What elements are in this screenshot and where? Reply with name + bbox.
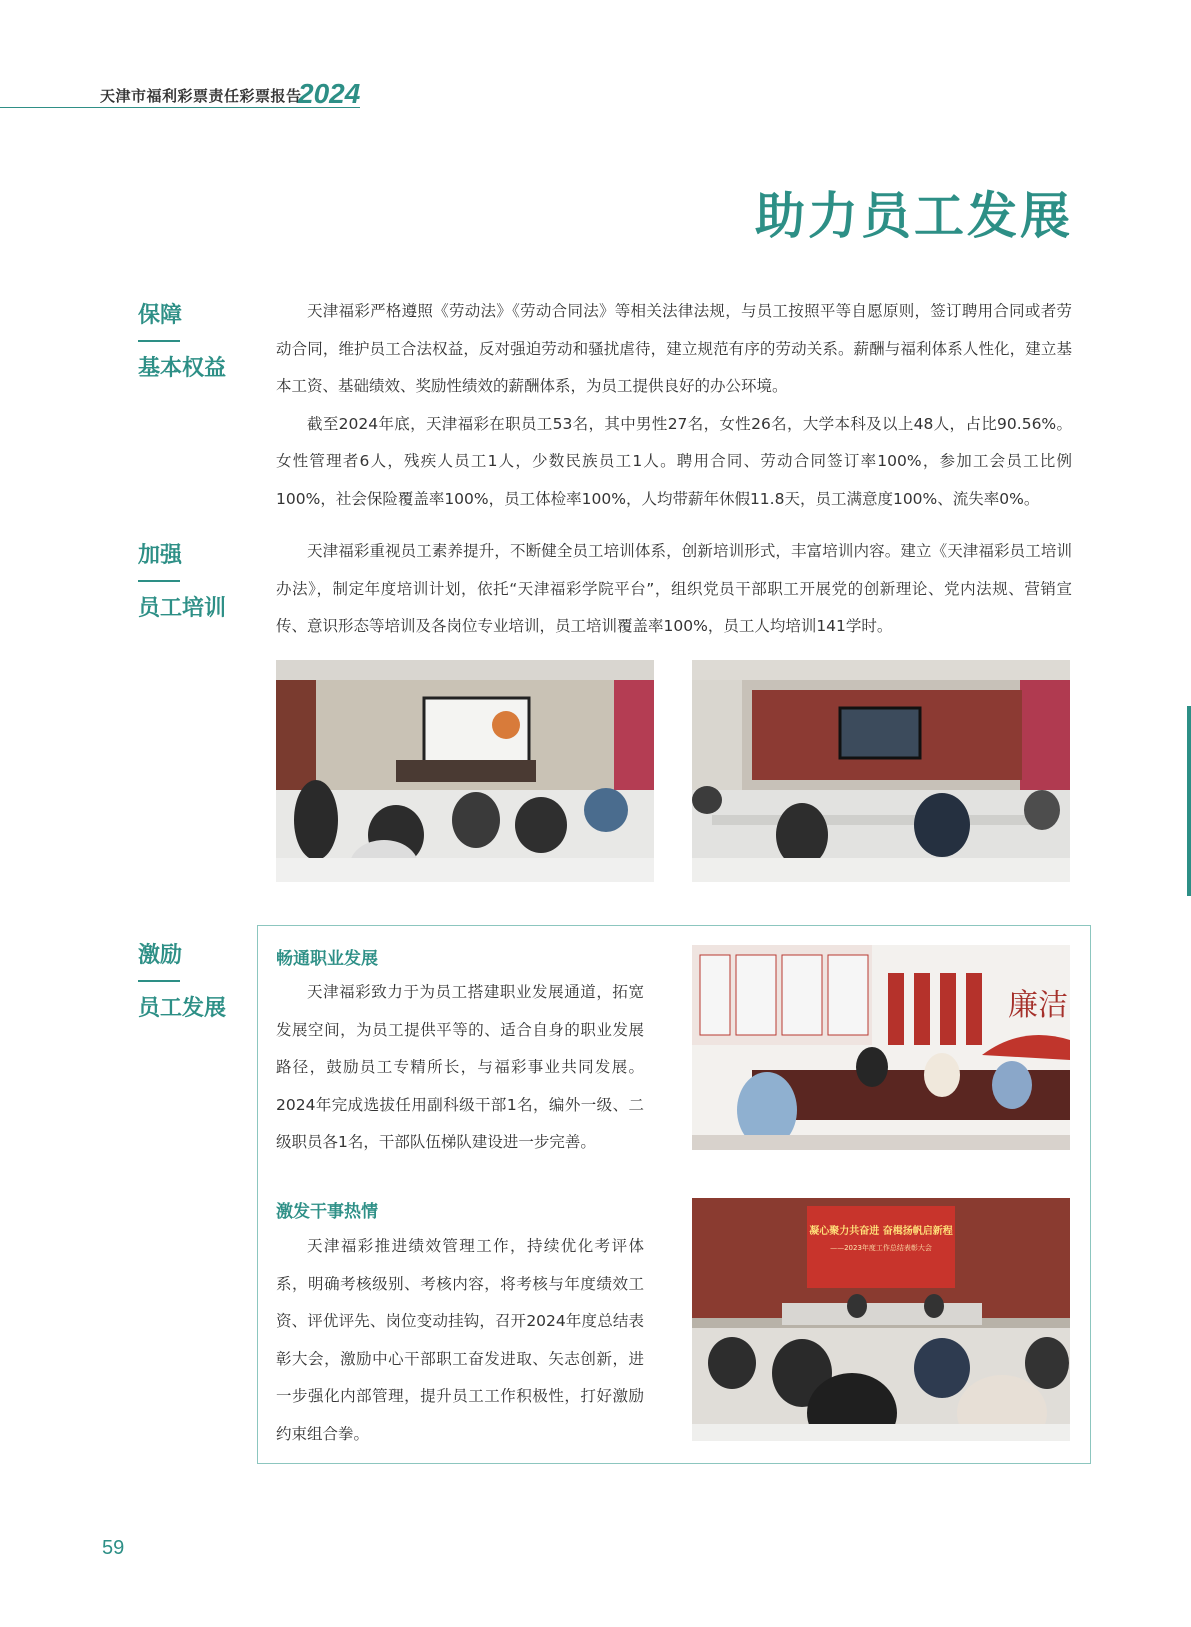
section-label-rights [138, 305, 226, 380]
paragraph: 天津福彩推进绩效管理工作，持续优化考评体系，明确考核级别、考核内容，将考核与年度绩效工资、评优评先、岗位变动挂钩，召开2024年度总结表彰大会，激励中心干部职工奋发进取、矢志创新，进一步强化内部管理，提升员工工作积极性，打好激励约束组合拳。 [276, 1237, 644, 1443]
section-label-divider [138, 980, 180, 982]
section-label-line1: 激励 [138, 943, 183, 968]
section-label-line2: 员工培训 [138, 596, 227, 621]
training-text [276, 533, 1072, 646]
paragraph: 天津福彩致力于为员工搭建职业发展通道，拓宽发展空间，为员工提供平等的、适合自身的职业发展路径，鼓励员工专精所长，与福彩事业共同发展。2024年完成选拔任用副科级干部1名，编外一级、二级职员各1名，干部队伍梯队建设进一步完善。 [276, 983, 644, 1151]
paragraph: 截至2024年底，天津福彩在职员工53名，其中男性27名，女性26名，大学本科及以上48人，占比90.56%。女性管理者6人，残疾人员工1人，少数民族员工1人。聘用合同、劳动合同签订率100%，参加工会员工比例100%，社会保险覆盖率100%，员工体检率100%，人均带薪年休假11.8天，员工满意度100%、流失率0%。 [276, 414, 1072, 508]
page-number: 59 [102, 1537, 125, 1559]
career-subtitle: 畅通职业发展 [276, 949, 378, 969]
career-photo [692, 945, 1070, 1150]
page-title: 助力员工发展 [755, 187, 1073, 245]
section-label-divider [138, 580, 180, 582]
paragraph: 天津福彩严格遵照《劳动法》《劳动合同法》等相关法律法规，与员工按照平等自愿原则，签订聘用合同或者劳动合同，维护员工合法权益，反对强迫劳动和骚扰虐待，建立规范有序的劳动关系。薪酬与福利体系人性化，建立基本工资、基础绩效、奖励性绩效的薪酬体系，为员工提供良好的办公环境。 [276, 302, 1072, 395]
report-name: 天津市福利彩票责任彩票报告 [100, 87, 302, 105]
motivation-subtitle: 激发干事热情 [276, 1202, 378, 1222]
career-text [276, 974, 644, 1162]
section-label-divider [138, 340, 180, 342]
report-year: 2024 [298, 78, 361, 109]
section-label-line2: 员工发展 [138, 996, 227, 1021]
photo-calligraphy: 廉洁 [1008, 988, 1068, 1023]
photo-banner-line1: 凝心聚力共奋进 奋楫扬帆启新程 [809, 1226, 953, 1237]
section-label-line2: 基本权益 [138, 356, 227, 381]
training-photo-left [276, 660, 654, 882]
paragraph: 天津福彩重视员工素养提升，不断健全员工培训体系，创新培训形式，丰富培训内容。建立《天津福彩员工培训办法》，制定年度培训计划，依托“天津福彩学院平台”，组织党员干部职工开展党的创新理论、党内法规、营销宣传、意识形态等培训及各岗位专业培训，员工培训覆盖率100%，员工人均培训141学时。 [276, 542, 1072, 635]
section-label-incentive [138, 945, 226, 1020]
motivation-text [276, 1228, 644, 1453]
meeting-photo [692, 1198, 1070, 1441]
page-edge-marker [1187, 706, 1191, 896]
training-photo-right [692, 660, 1070, 882]
section-label-training [138, 545, 226, 620]
section-label-line1: 保障 [138, 303, 183, 328]
section-label-line1: 加强 [138, 543, 183, 568]
photo-banner-line2: ——2023年度工作总结表彰大会 [830, 1244, 932, 1252]
rights-text [276, 293, 1072, 518]
